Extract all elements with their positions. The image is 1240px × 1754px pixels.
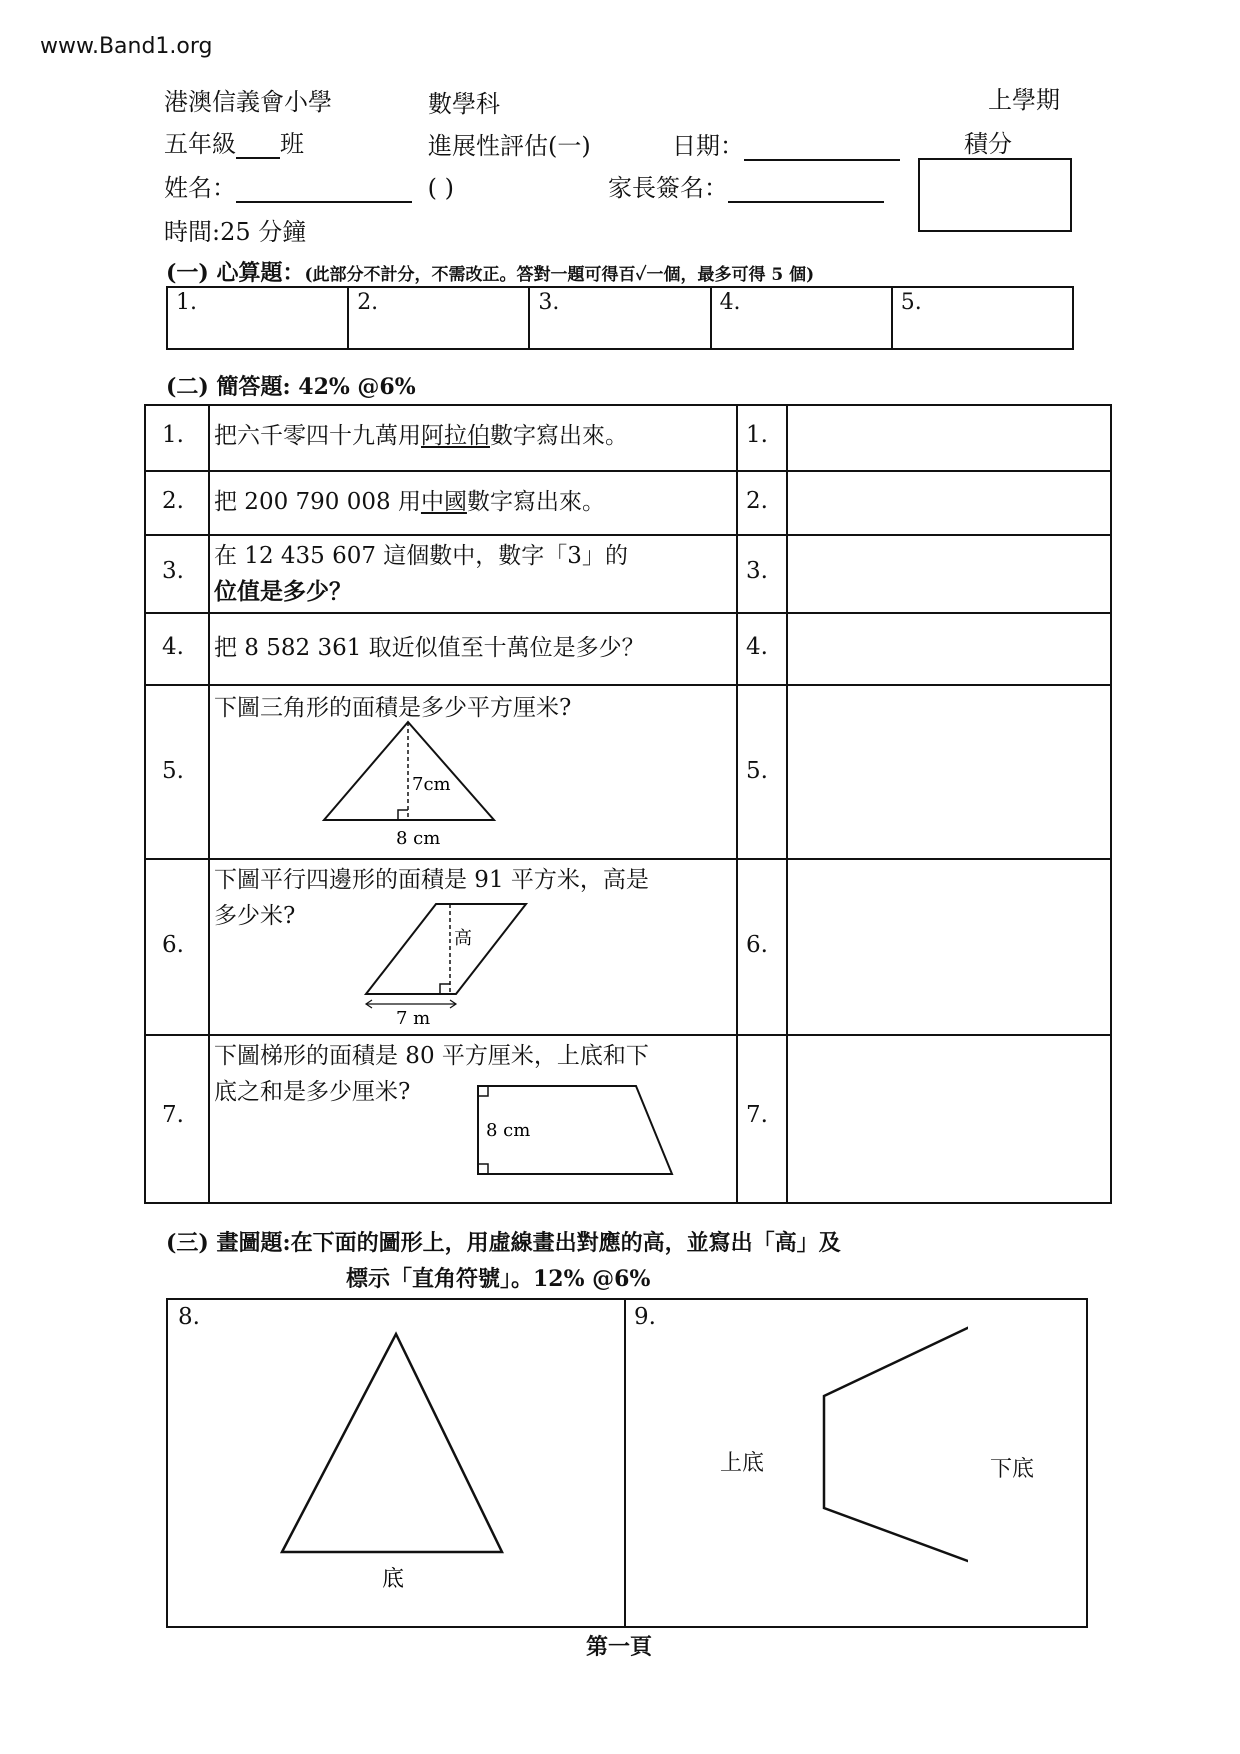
- mental-cell-1[interactable]: 1.: [167, 287, 348, 349]
- section3-title-line2: 標示「直角符號」。12% @6%: [346, 1266, 651, 1292]
- name-line: [164, 168, 454, 203]
- mental-cell-2[interactable]: 2.: [348, 287, 529, 349]
- question-text: [214, 418, 628, 454]
- trapezoid-figure: [476, 1082, 676, 1192]
- question-row-4: [146, 612, 1110, 686]
- q9-trapezoid-shape: [824, 1324, 968, 1564]
- question-line-2: 多少米?: [214, 903, 296, 929]
- mental-cell-5[interactable]: 5.: [892, 287, 1073, 349]
- question-line-1: 下圖梯形的面積是 80 平方厘米，上底和下: [214, 1043, 649, 1069]
- subject: 數學科: [428, 90, 500, 118]
- question-text-part: 把六千零四十九萬用: [214, 423, 421, 449]
- question-row-7: [146, 1034, 1110, 1202]
- section1-title: (一) 心算題：: [166, 260, 305, 286]
- question-text: [214, 484, 605, 520]
- page-footer: 第一頁: [586, 1634, 653, 1660]
- question-row-3: [146, 534, 1110, 614]
- question-number: 1.: [162, 422, 184, 448]
- assessment-title: 進展性評估(一): [428, 132, 591, 160]
- parent-sign-blank[interactable]: [728, 177, 884, 203]
- mental-math-table: [166, 286, 1074, 350]
- question-row-2: [146, 470, 1110, 536]
- question-text-underlined: 中國: [420, 489, 467, 515]
- question-text-part: 把 200 790 008 用: [214, 489, 421, 515]
- height-label: 8 cm: [486, 1120, 531, 1141]
- question-row-1: [146, 406, 1110, 470]
- right-angle-mark-bottom: [478, 1164, 488, 1174]
- name-label: 姓名：: [164, 174, 236, 202]
- grade-line: [164, 124, 304, 159]
- date-label: 日期：: [672, 132, 744, 160]
- base-label: 8 cm: [396, 828, 441, 849]
- mental-cell-4[interactable]: 4.: [711, 287, 892, 349]
- height-label: 高: [454, 928, 472, 949]
- answer-number: 6.: [746, 932, 768, 958]
- question-line-1: 在 12 435 607 這個數中，數字「3」的: [214, 543, 628, 569]
- drawing-box: [166, 1298, 1088, 1628]
- grade-suffix: 班: [280, 130, 304, 158]
- question-text: 把 8 582 361 取近似值至十萬位是多少？: [214, 635, 645, 661]
- grade-blank[interactable]: [236, 133, 280, 159]
- score-label: 積分: [964, 130, 1012, 158]
- question-row-6: [146, 858, 1110, 1036]
- base-label: 7 m: [396, 1008, 431, 1029]
- parallelogram-shape: [366, 904, 526, 994]
- question-text-part: 數字寫出來。: [466, 489, 605, 515]
- right-angle-mark: [440, 984, 450, 994]
- score-box[interactable]: [918, 158, 1072, 232]
- q9-number: 9.: [634, 1304, 656, 1330]
- triangle-shape: [324, 722, 494, 820]
- time-label: 時間:25 分鐘: [164, 218, 307, 246]
- grade-prefix: 五年級: [164, 130, 236, 158]
- question-line-1: 下圖平行四邊形的面積是 91 平方米，高是: [214, 867, 649, 893]
- answer-number: 5.: [746, 758, 768, 784]
- section3-title-line1: (三) 畫圖題:在下面的圖形上，用虛線畫出對應的高，並寫出「高」及: [166, 1230, 841, 1256]
- section1-heading: [166, 256, 814, 287]
- question-row-5: [146, 684, 1110, 860]
- answer-number: 1.: [746, 422, 768, 448]
- q9-top-label: 上底: [720, 1451, 765, 1476]
- question-text: 下圖三角形的面積是多少平方厘米?: [214, 695, 572, 721]
- q8-triangle-shape: [282, 1334, 502, 1552]
- parent-sign-line: [608, 168, 884, 203]
- question-text: [214, 538, 628, 610]
- answer-number: 4.: [746, 634, 768, 660]
- question-number: 4.: [162, 634, 184, 660]
- height-label: 7cm: [412, 774, 451, 795]
- question-line-2: 底之和是多少厘米?: [214, 1079, 411, 1105]
- right-angle-mark-top: [478, 1086, 488, 1096]
- mental-cell-3[interactable]: 3.: [529, 287, 710, 349]
- class-number: ( ): [427, 174, 454, 202]
- triangle-figure: [316, 720, 516, 860]
- date-blank[interactable]: [744, 135, 900, 161]
- parallelogram-figure: [362, 900, 542, 1030]
- question-text-part: 數字寫出來。: [490, 423, 628, 449]
- q9-bottom-label: 下底: [990, 1457, 1035, 1482]
- question-number: 7.: [162, 1102, 184, 1128]
- right-angle-mark: [398, 810, 408, 820]
- watermark: www.Band1.org: [40, 34, 213, 59]
- question-number: 2.: [162, 488, 184, 514]
- school-name: 港澳信義會小學: [164, 88, 332, 116]
- question-number: 5.: [162, 758, 184, 784]
- q8-triangle-figure[interactable]: [278, 1330, 508, 1590]
- question-text-underlined: 阿拉伯: [421, 423, 490, 449]
- date-line: [672, 126, 900, 161]
- drawing-divider: [624, 1300, 626, 1626]
- section1-note: (此部分不計分，不需改正。答對一題可得百✓一個，最多可得 5 個): [304, 265, 815, 285]
- question-number: 6.: [162, 932, 184, 958]
- answer-number: 2.: [746, 488, 768, 514]
- question-number: 3.: [162, 558, 184, 584]
- section2-title: (二) 簡答題: 42% @6%: [166, 374, 416, 400]
- question-line-2: 位值是多少？: [214, 578, 352, 605]
- q8-base-label: 底: [382, 1567, 405, 1590]
- name-blank[interactable]: [236, 177, 412, 203]
- answer-number: 3.: [746, 558, 768, 584]
- answer-number: 7.: [746, 1102, 768, 1128]
- q8-number: 8.: [178, 1304, 200, 1330]
- term: 上學期: [988, 86, 1060, 114]
- parent-sign-label: 家長簽名：: [608, 174, 728, 202]
- short-answer-table: [144, 404, 1112, 1204]
